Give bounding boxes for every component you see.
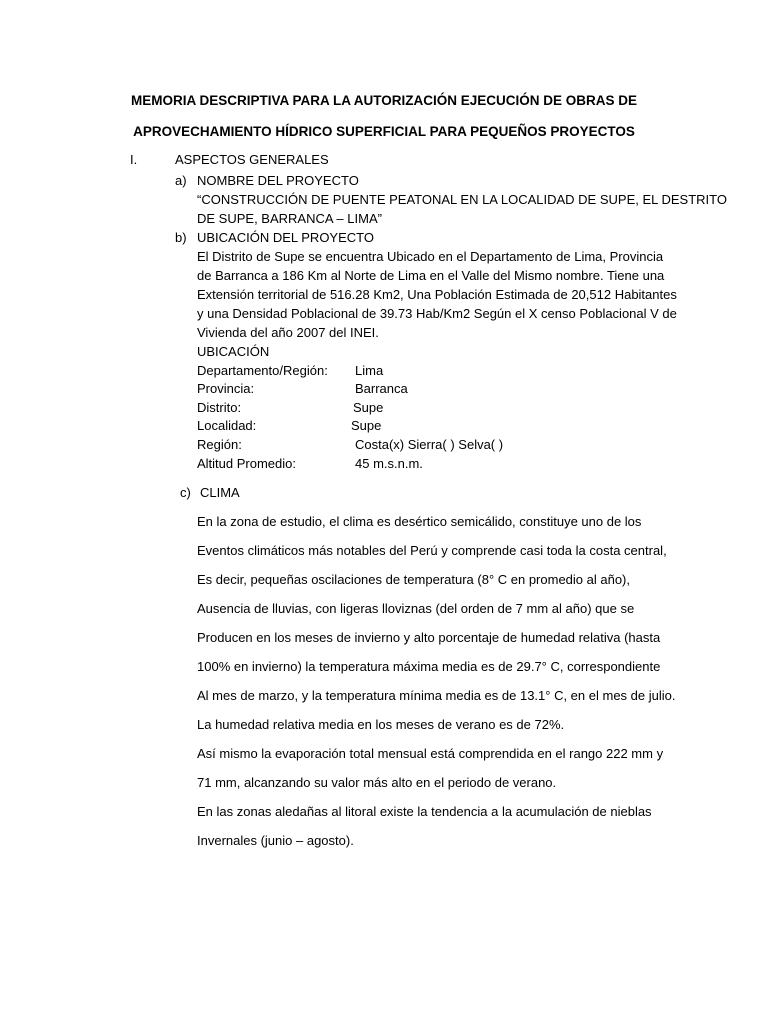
location-value: Lima [355,363,384,378]
project-name-line: “CONSTRUCCIÓN DE PUENTE PEATONAL EN LA LOCALIDAD DE SUPE, EL DESTRITO [197,192,727,207]
location-value: Barranca [355,381,408,396]
climate-paragraph-line: Es decir, pequeñas oscilaciones de temperatura (8° C en promedio al año), [197,572,630,587]
climate-paragraph-line: Producen en los meses de invierno y alto porcentaje de humedad relativa (hasta [197,630,661,645]
item-c-letter: c) [180,485,191,500]
item-b-heading: UBICACIÓN DEL PROYECTO [197,230,374,245]
title-line-2: APROVECHAMIENTO HÍDRICO SUPERFICIAL PARA PEQUEÑOS PROYECTOS [133,124,635,139]
location-label: Distrito: [197,400,242,415]
section-heading: ASPECTOS GENERALES [175,152,329,167]
climate-paragraph-line: Invernales (junio – agosto). [197,833,354,848]
project-name-line: DE SUPE, BARRANCA – LIMA” [197,211,382,226]
location-value: Supe [351,418,382,433]
location-paragraph-line: Extensión territorial de 516.28 Km2, Una Población Estimada de 20,512 Habitantes [197,287,677,302]
location-paragraph-line: de Barranca a 186 Km al Norte de Lima en el Valle del Mismo nombre. Tiene una [197,268,665,283]
location-value: 45 m.s.n.m. [355,456,423,471]
climate-paragraph-line: La humedad relativa media en los meses de verano es de 72%. [197,717,565,732]
climate-paragraph-line: Eventos climáticos más notables del Perú y comprende casi toda la costa central, [197,543,667,558]
ubicacion-heading: UBICACIÓN [197,344,270,359]
climate-paragraph-line: Ausencia de lluvias, con ligeras lloviznas (del orden de 7 mm al año) que se [197,601,635,616]
item-c-heading: CLIMA [200,485,240,500]
item-a-letter: a) [175,173,187,188]
location-value: Costa(x) Sierra( ) Selva( ) [355,437,504,452]
climate-paragraph-line: 100% en invierno) la temperatura máxima media es de 29.7° C, correspondiente [197,659,661,674]
title-line-1: MEMORIA DESCRIPTIVA PARA LA AUTORIZACIÓN EJECUCIÓN DE OBRAS DE [130,93,638,108]
location-label: Región: [197,437,242,452]
location-label: Provincia: [197,381,255,396]
location-value: Supe [353,400,384,415]
climate-paragraph-line: Así mismo la evaporación total mensual está comprendida en el rango 222 mm y [197,746,664,761]
item-a-heading: NOMBRE DEL PROYECTO [197,173,359,188]
climate-paragraph-line: En las zonas aledañas al litoral existe la tendencia a la acumulación de nieblas [197,804,652,819]
location-label: Altitud Promedio: [197,456,296,471]
item-b-letter: b) [175,230,187,245]
climate-paragraph-line: 71 mm, alcanzando su valor más alto en el periodo de verano. [197,775,557,790]
location-label: Localidad: [197,418,257,433]
location-paragraph-line: y una Densidad Poblacional de 39.73 Hab/Km2 Según el X censo Poblacional V de [197,306,677,321]
section-numeral: I. [130,152,138,167]
location-paragraph-line: Vivienda del año 2007 del INEI. [197,325,379,340]
location-paragraph-line: El Distrito de Supe se encuentra Ubicado en el Departamento de Lima, Provincia [197,249,664,264]
climate-paragraph-line: En la zona de estudio, el clima es desértico semicálido, constituye uno de los [197,514,642,529]
climate-paragraph-line: Al mes de marzo, y la temperatura mínima media es de 13.1° C, en el mes de julio. [197,688,676,703]
location-label: Departamento/Región: [197,363,328,378]
